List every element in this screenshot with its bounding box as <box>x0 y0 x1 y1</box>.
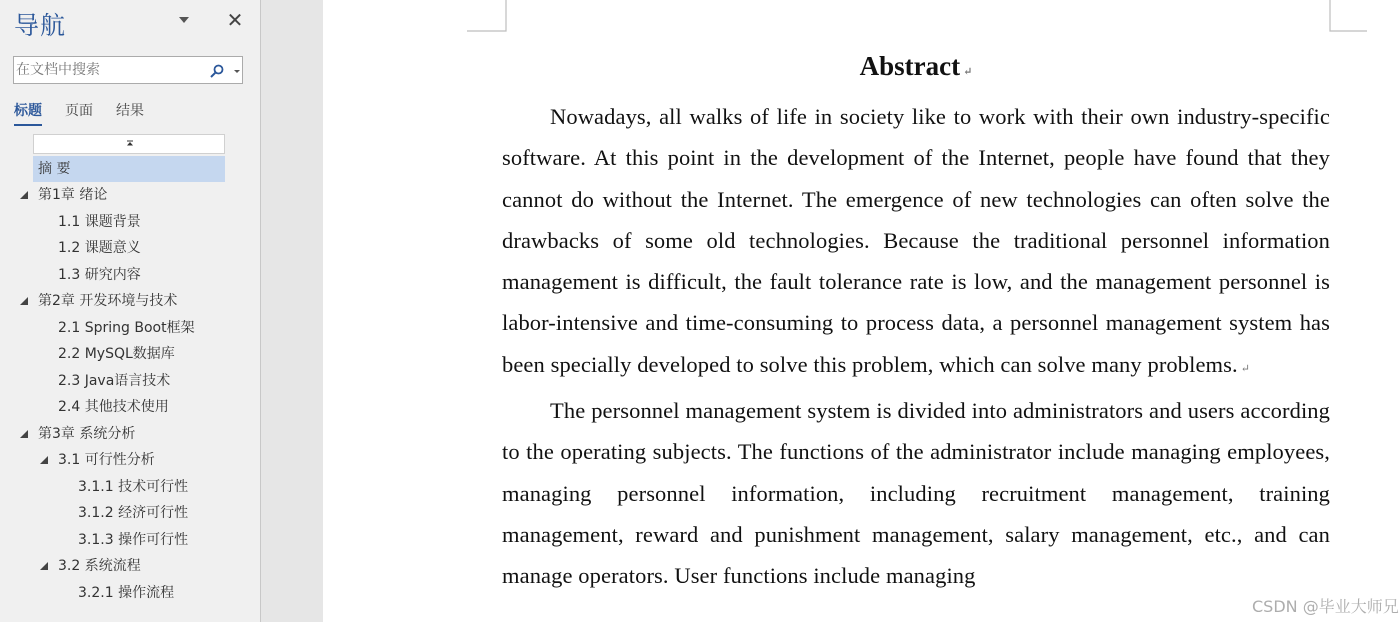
heading-label: 第2章 开发环境与技术 <box>38 293 178 309</box>
heading-label: 3.2 系统流程 <box>58 558 141 574</box>
nav-options-dropdown-icon[interactable] <box>176 12 192 28</box>
collapse-triangle-icon[interactable] <box>39 561 49 571</box>
document-body[interactable] <box>502 48 1330 597</box>
heading-label: 3.1.1 技术可行性 <box>78 479 189 495</box>
nav-pane-title: 导航 <box>14 11 67 40</box>
navigation-pane <box>0 0 261 622</box>
heading-label: 第1章 绪论 <box>38 187 108 203</box>
search-icon[interactable] <box>209 63 225 79</box>
heading-item[interactable] <box>0 315 261 341</box>
paragraph-mark-icon: ↵ <box>1240 362 1251 375</box>
heading-item[interactable] <box>0 474 261 500</box>
collapse-triangle-icon[interactable] <box>19 190 29 200</box>
heading-item[interactable] <box>0 421 261 447</box>
margin-corner-mark-left <box>467 0 509 34</box>
heading-label: 3.1 可行性分析 <box>58 452 155 468</box>
heading-item[interactable] <box>0 500 261 526</box>
heading-item[interactable] <box>0 341 261 367</box>
abstract-paragraph <box>502 390 1330 596</box>
heading-label: 1.2 课题意义 <box>58 240 141 256</box>
heading-item[interactable] <box>0 209 261 235</box>
heading-label: 1.1 课题背景 <box>58 214 141 230</box>
abstract-paragraph <box>502 96 1330 390</box>
paragraph-mark-icon: ↵ <box>963 66 973 78</box>
heading-item[interactable] <box>0 235 261 261</box>
collapse-triangle-icon[interactable] <box>19 429 29 439</box>
document-title <box>502 48 1330 90</box>
heading-label: 2.2 MySQL数据库 <box>58 346 175 362</box>
collapse-triangle-icon[interactable] <box>19 296 29 306</box>
heading-item[interactable] <box>0 447 261 473</box>
heading-item[interactable] <box>0 182 261 208</box>
tab-pages[interactable]: 页面 <box>65 103 93 119</box>
paragraph-text: The personnel management system is divided into administrators and users according to the operating subjects. The functions of the administrator include managing employees, managing personnel information, including recruitment management, training management, reward and punishment management, salary management, etc., and can manage operators. User functions include managing <box>502 398 1330 589</box>
collapse-triangle-icon[interactable] <box>39 455 49 465</box>
heading-label: 1.3 研究内容 <box>58 267 141 283</box>
chevron-up-icon <box>34 135 226 153</box>
heading-label: 2.3 Java语言技术 <box>58 373 171 389</box>
heading-label: 3.1.3 操作可行性 <box>78 532 189 548</box>
heading-item[interactable] <box>0 580 261 606</box>
heading-label: 2.1 Spring Boot框架 <box>58 320 195 336</box>
tab-headings[interactable]: 标题 <box>14 102 42 126</box>
heading-item[interactable] <box>33 156 225 182</box>
heading-label: 3.1.2 经济可行性 <box>78 505 189 521</box>
watermark: CSDN @毕业大师兄 <box>1252 597 1399 616</box>
paragraph-text: Nowadays, all walks of life in society like to work with their own industry-specific software. At this point in the development of the Internet, people have found that they cannot do without the Internet. The emergence of new technologies can often solve the drawbacks of some old technologies. Because the traditional personnel information management is difficult, the fault tolerance rate is low, and the management personnel is labor-intensive and time-consuming to process data, a personnel management system has been specially developed to solve this problem, which can solve many problems. <box>502 104 1330 377</box>
heading-label: 摘 要 <box>38 161 71 177</box>
search-options-chevron-down-icon[interactable] <box>231 63 243 79</box>
heading-item[interactable] <box>0 288 261 314</box>
heading-label: 3.2.1 操作流程 <box>78 585 175 601</box>
search-box <box>13 56 243 84</box>
heading-item[interactable] <box>0 553 261 579</box>
heading-item[interactable] <box>0 527 261 553</box>
heading-item[interactable] <box>0 262 261 288</box>
heading-item[interactable] <box>0 394 261 420</box>
document-title-text: Abstract <box>859 51 961 81</box>
search-input[interactable] <box>16 59 201 81</box>
close-icon[interactable]: ✕ <box>226 8 244 32</box>
scroll-to-top-button[interactable] <box>33 134 225 154</box>
tab-results[interactable]: 结果 <box>116 103 144 119</box>
heading-label: 2.4 其他技术使用 <box>58 399 169 415</box>
heading-item[interactable] <box>0 368 261 394</box>
heading-label: 第3章 系统分析 <box>38 426 136 442</box>
margin-corner-mark-right <box>1329 0 1369 34</box>
